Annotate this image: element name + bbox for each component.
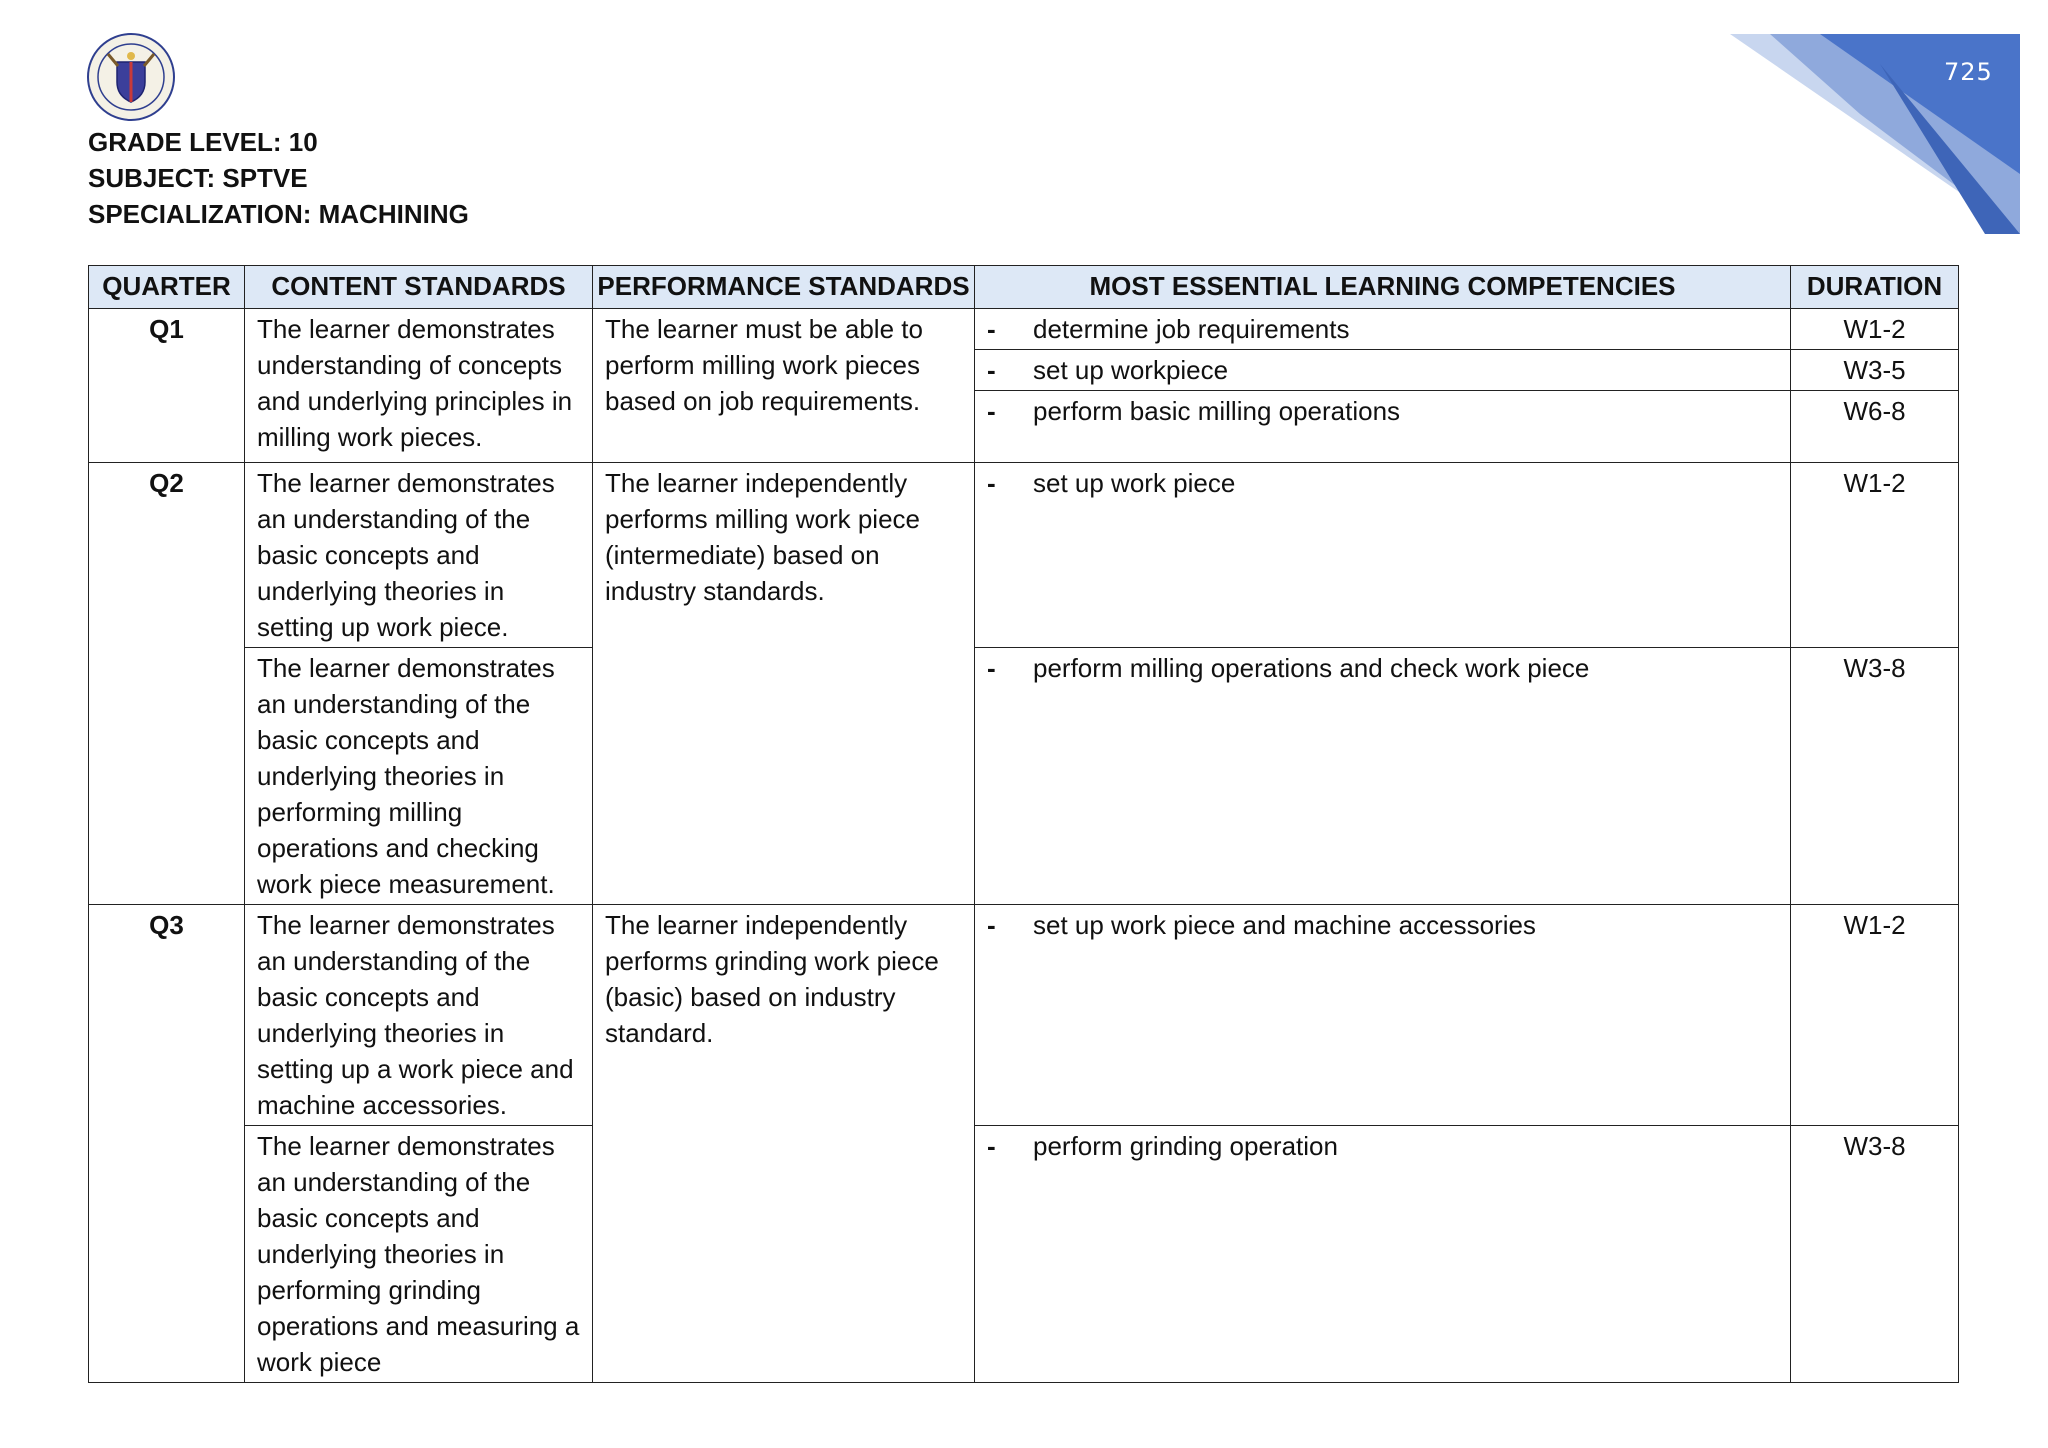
table-header-row: [89, 266, 1959, 309]
bullet-dash: -: [987, 468, 996, 498]
competency-cell: [975, 905, 1791, 1126]
table-row: [89, 463, 1959, 648]
performance-standard-cell: The learner must be able to perform milling work pieces based on job requirements.: [593, 309, 975, 463]
column-header: MOST ESSENTIAL LEARNING COMPETENCIES: [975, 266, 1791, 309]
quarter-cell: Q1: [89, 309, 245, 463]
competency-cell: [975, 309, 1791, 350]
competency-text: set up workpiece: [1033, 355, 1229, 385]
bullet-dash: -: [987, 910, 996, 940]
quarter-cell: Q3: [89, 905, 245, 1383]
duration-cell: W1-2: [1791, 309, 1959, 350]
bullet-dash: -: [987, 355, 996, 385]
column-header: CONTENT STANDARDS: [245, 266, 593, 309]
content-standard-cell: The learner demonstrates understanding of concepts and underlying principles in milling work pieces.: [245, 309, 593, 463]
deped-seal-logo: [86, 32, 176, 122]
content-standard-cell: The learner demonstrates an understanding of the basic concepts and underlying theories in setting up a work piece and machine accessories.: [245, 905, 593, 1126]
competency-text: perform milling operations and check work piece: [1033, 653, 1590, 683]
competency-cell: [975, 463, 1791, 648]
content-standard-cell: The learner demonstrates an understanding of the basic concepts and underlying theories in setting up work piece.: [245, 463, 593, 648]
table-row: [89, 309, 1959, 350]
table-row: [89, 648, 1959, 905]
competency-text: perform grinding operation: [1033, 1131, 1338, 1161]
duration-cell: W1-2: [1791, 463, 1959, 648]
curriculum-table: [88, 265, 1959, 1383]
specialization: SPECIALIZATION: MACHINING: [88, 199, 469, 229]
performance-standard-cell: The learner independently performs milling work piece (intermediate) based on industry standards.: [593, 463, 975, 905]
column-header: QUARTER: [89, 266, 245, 309]
subject: SUBJECT: SPTVE: [88, 163, 308, 193]
bullet-dash: -: [987, 653, 996, 683]
duration-cell: W6-8: [1791, 391, 1959, 463]
column-header: DURATION: [1791, 266, 1959, 309]
competency-cell: [975, 391, 1791, 463]
duration-cell: W3-8: [1791, 1126, 1959, 1383]
competency-text: perform basic milling operations: [1033, 396, 1401, 426]
table-row: [89, 1126, 1959, 1383]
duration-cell: W1-2: [1791, 905, 1959, 1126]
column-header: PERFORMANCE STANDARDS: [593, 266, 975, 309]
competency-cell: [975, 350, 1791, 391]
table-row: [89, 905, 1959, 1126]
competency-cell: [975, 1126, 1791, 1383]
duration-cell: W3-5: [1791, 350, 1959, 391]
bullet-dash: -: [987, 314, 996, 344]
competency-text: set up work piece and machine accessories: [1033, 910, 1536, 940]
performance-standard-cell: The learner independently performs grinding work piece (basic) based on industry standard.: [593, 905, 975, 1383]
competency-cell: [975, 648, 1791, 905]
content-standard-cell: The learner demonstrates an understanding of the basic concepts and underlying theories in performing milling operations and checking work piece measurement.: [245, 648, 593, 905]
quarter-cell: Q2: [89, 463, 245, 905]
bullet-dash: -: [987, 396, 996, 426]
grade-level: GRADE LEVEL: 10: [88, 127, 318, 157]
duration-cell: W3-8: [1791, 648, 1959, 905]
document-header: [88, 124, 469, 232]
page-number: 725: [1944, 58, 1993, 86]
competency-text: set up work piece: [1033, 468, 1236, 498]
bullet-dash: -: [987, 1131, 996, 1161]
content-standard-cell: The learner demonstrates an understanding of the basic concepts and underlying theories in performing grinding operations and measuring a work piece: [245, 1126, 593, 1383]
competency-text: determine job requirements: [1033, 314, 1350, 344]
